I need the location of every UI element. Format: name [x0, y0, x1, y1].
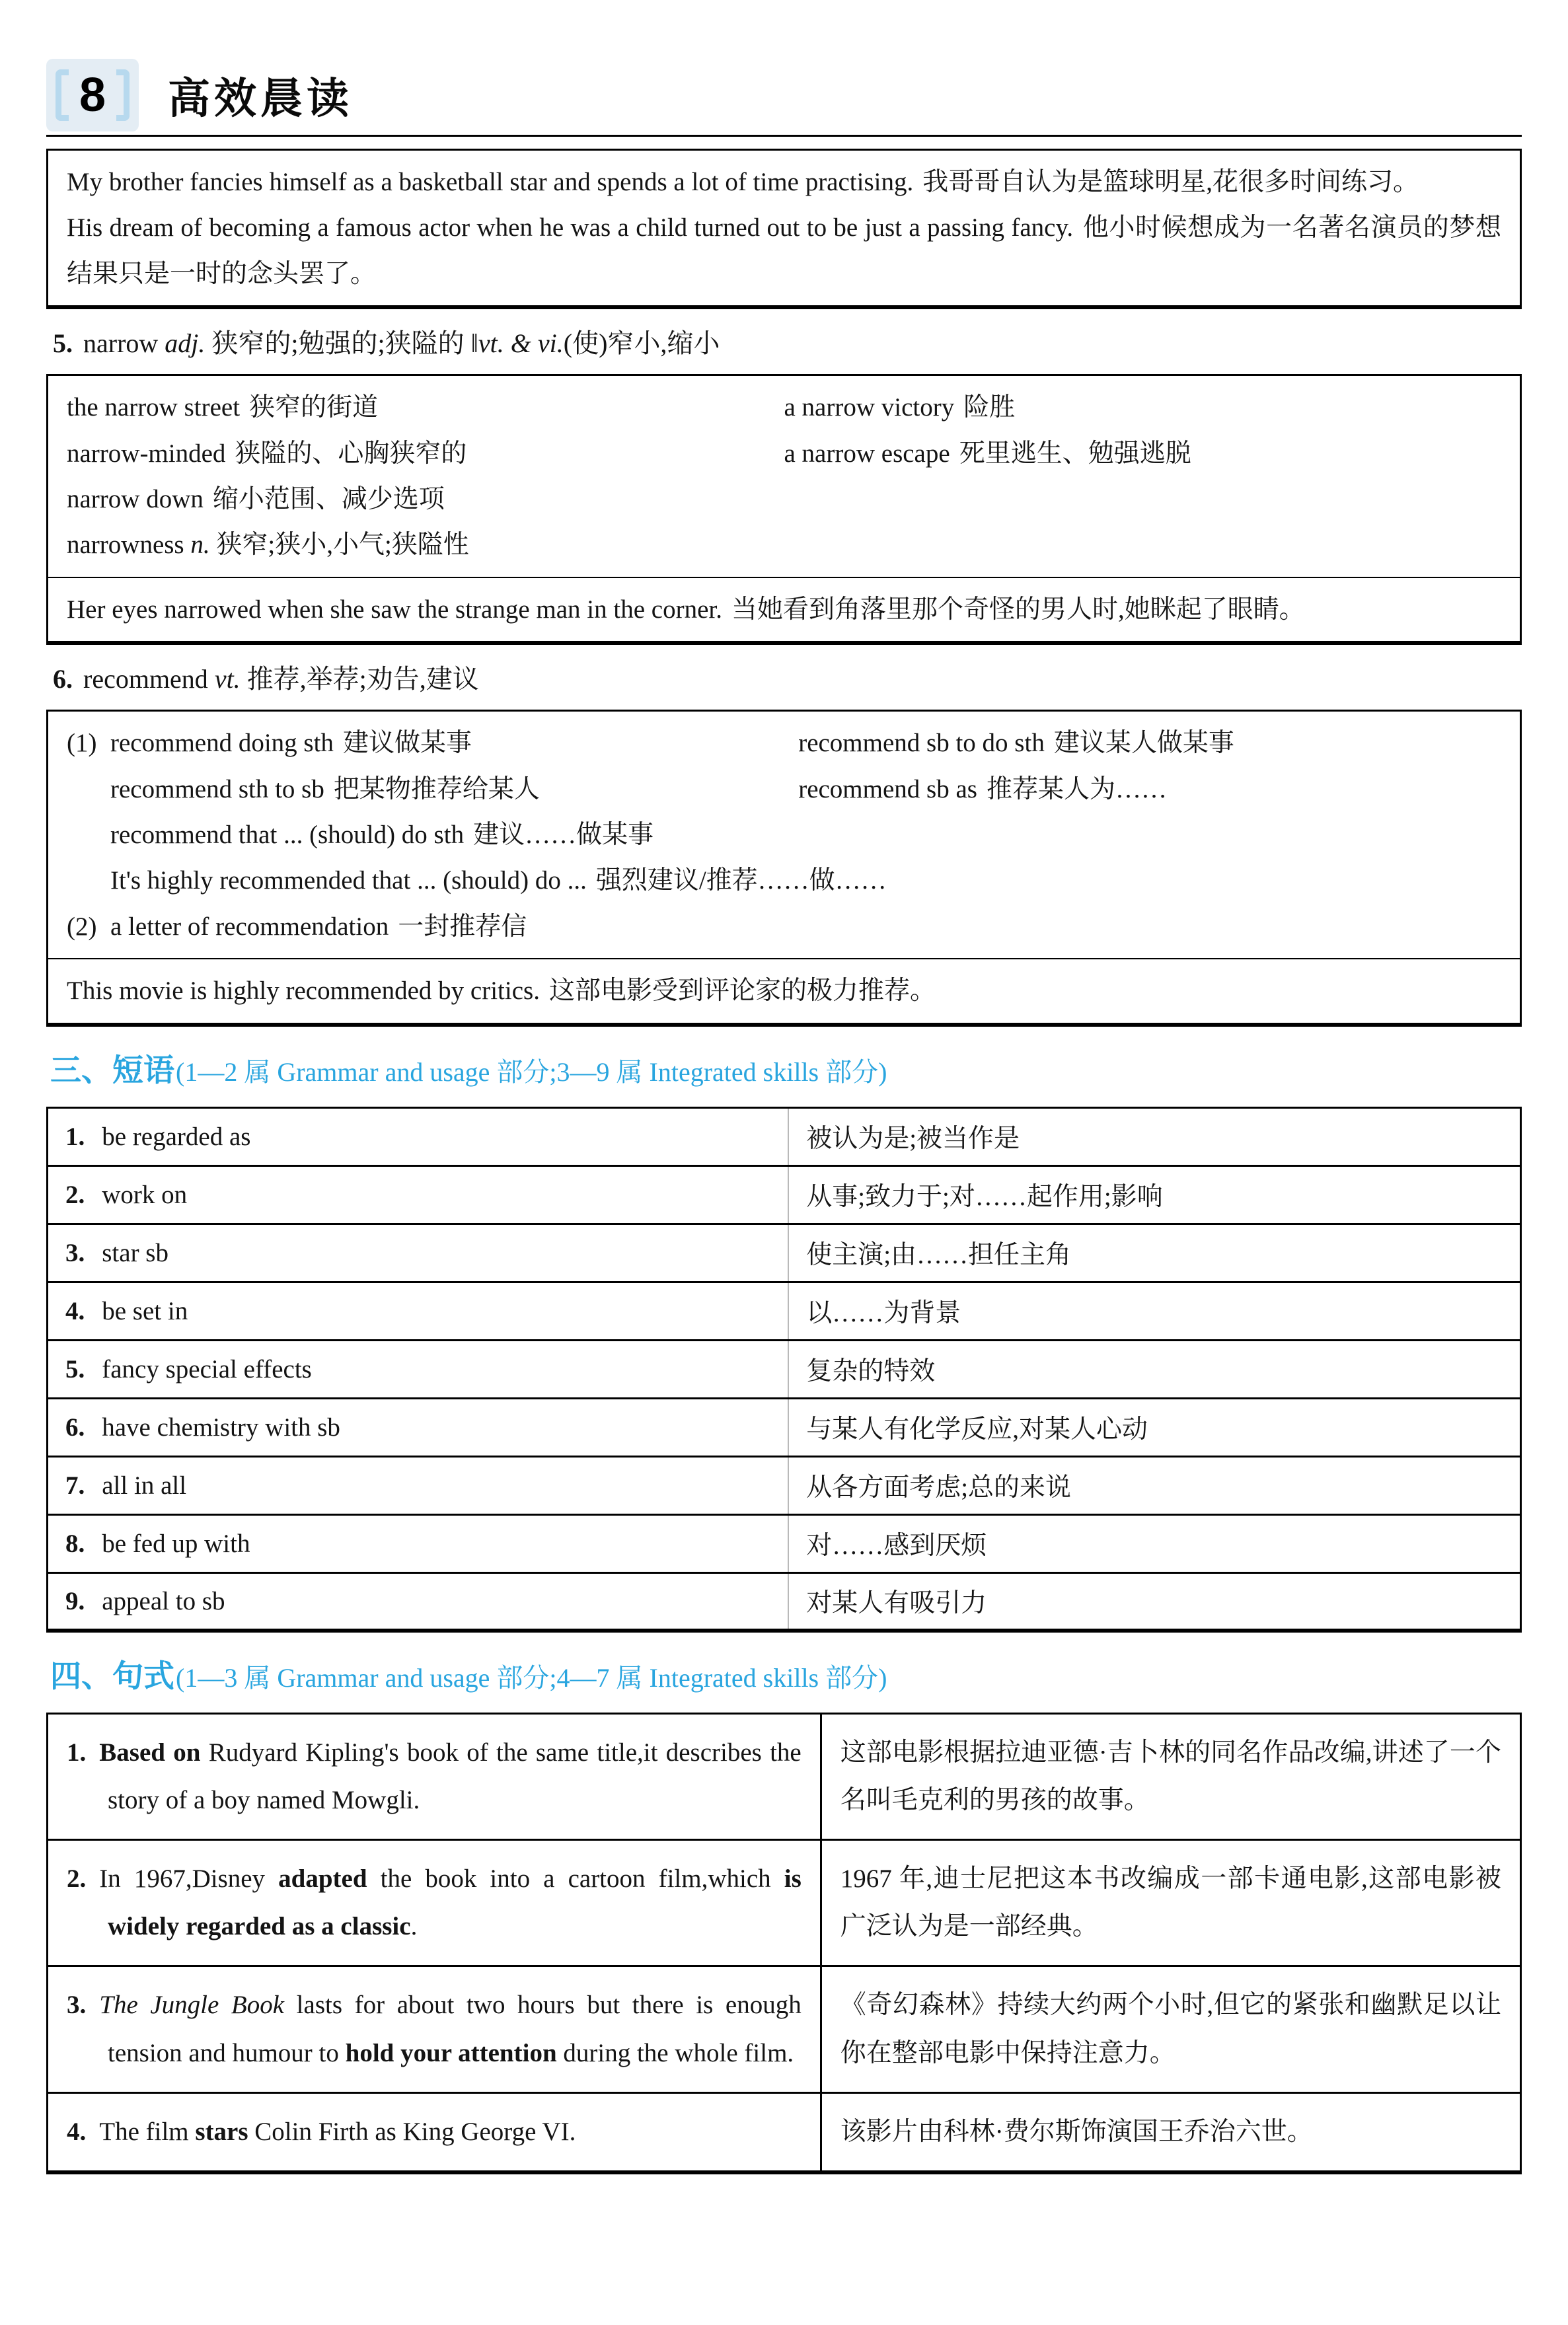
table-row [48, 1107, 1521, 1165]
page-number-badge [46, 59, 139, 131]
narrow-phrase-list [48, 376, 1520, 577]
phrase-zh-cell: 复杂的特效 [788, 1340, 1520, 1398]
phrase-en-cell: 1. be regarded as [48, 1107, 789, 1165]
entry-number: 6. [53, 664, 73, 694]
phrase-en-cell: 6. have chemistry with sb [48, 1398, 789, 1456]
table-row [48, 1282, 1521, 1340]
table-row [48, 1840, 1521, 1966]
phrase-en-cell: 9. appeal to sb [48, 1572, 789, 1631]
sentence-en-cell: 2. In 1967,Disney adapted the book into a cartoon film,which is widely regarded as a classic. [48, 1840, 821, 1966]
sentence-zh-cell: 该影片由科林·费尔斯饰演国王乔治六世。 [821, 2092, 1520, 2172]
sentence-en-cell: 3. The Jungle Book lasts for about two hours but there is enough tension and humour to hold your attention during the whole film. [48, 1966, 821, 2092]
example-sentence [67, 159, 1501, 205]
table-row [48, 1340, 1521, 1398]
fancy-example-box [46, 149, 1522, 309]
phrase-en-cell: 5. fancy special effects [48, 1340, 789, 1398]
left-bracket-icon [56, 69, 69, 121]
sentences-table [46, 1713, 1522, 2174]
entry-heading-narrow [53, 325, 1522, 362]
table-row [48, 1165, 1521, 1224]
example-sentence [67, 205, 1501, 297]
page-number: 8 [79, 69, 106, 122]
phrase-zh-cell: 对……感到厌烦 [788, 1514, 1520, 1572]
page-header [46, 58, 1522, 132]
phrase-line: narrow-minded 狭隘的、心胸狭窄的 [67, 439, 467, 468]
phrase-en-cell: 3. star sb [48, 1224, 789, 1282]
recommend-phrases-box [46, 710, 1522, 1026]
fancy-example-section [48, 151, 1520, 305]
sentence-zh-cell: 这部电影根据拉迪亚德·吉卜林的同名作品改编,讲述了一个名叫毛克利的男孩的故事。 [821, 1713, 1520, 1839]
table-row [48, 1966, 1521, 2092]
phrase-en-cell: 8. be fed up with [48, 1514, 789, 1572]
table-row [48, 1398, 1521, 1456]
section-title: 三、短语 [50, 1052, 174, 1088]
section-title: 四、句式 [50, 1658, 174, 1694]
sentence-en: My brother fancies himself as a basketball star and spends a lot of time practising. [67, 168, 914, 196]
phrase-line: recommend sth to sb 把某物推荐给某人 recommend sb as 推荐某人为…… [110, 774, 1167, 803]
phrase-line: narrowness n. 狭窄;狭小,小气;狭隘性 [67, 531, 469, 560]
entry-number: 5. [53, 328, 73, 359]
entry-definition: narrow adj. 狭窄的;勉强的;狭隘的 ‖vt. & vi.(使)窄小,缩小 [83, 328, 720, 359]
section-subtitle: (1—3 属 Grammar and usage 部分;4—7 属 Integrated skills 部分) [176, 1663, 887, 1693]
narrow-example-section [48, 577, 1520, 641]
recommend-example-section [48, 958, 1520, 1022]
header-divider [46, 135, 1522, 137]
table-row [48, 2092, 1521, 2172]
phrase-line: It's highly recommended that ... (should) do ... 强烈建议/推荐……做…… [110, 866, 887, 895]
table-row [48, 1456, 1521, 1514]
phrase-line: (2) a letter of recommendation 一封推荐信 [67, 912, 527, 941]
page-title: 高效晨读 [168, 75, 353, 122]
example-sentence: This movie is highly recommended by critics. 这部电影受到评论家的极力推荐。 [67, 977, 936, 1006]
phrase-en-cell: 7. all in all [48, 1456, 789, 1514]
phrase-line: narrow down 缩小范围、减少选项 [67, 485, 445, 514]
narrow-phrases-box [46, 374, 1522, 645]
sentence-zh-cell: 1967 年,迪士尼把这本书改编成一部卡通电影,这部电影被广泛认为是一部经典。 [821, 1840, 1520, 1966]
table-row [48, 1514, 1521, 1572]
table-row [48, 1224, 1521, 1282]
section-heading-phrases [50, 1047, 1522, 1095]
sentence-zh-cell: 《奇幻森林》持续大约两个小时,但它的紧张和幽默足以让你在整部电影中保持注意力。 [821, 1966, 1520, 2092]
sentence-en-cell: 4. The film stars Colin Firth as King George VI. [48, 2092, 821, 2172]
example-sentence: Her eyes narrowed when she saw the strange man in the corner. 当她看到角落里那个奇怪的男人时,她眯起了眼睛。 [67, 595, 1305, 624]
entry-definition: recommend vt. 推荐,举荐;劝告,建议 [83, 664, 479, 694]
sentence-en-cell: 1. Based on Rudyard Kipling's book of the same title,it describes the story of a boy named Mowgli. [48, 1713, 821, 1839]
table-row [48, 1572, 1521, 1631]
section-heading-sentences [50, 1652, 1522, 1701]
phrases-table [46, 1107, 1522, 1633]
phrase-zh-cell: 从事;致力于;对……起作用;影响 [788, 1165, 1520, 1224]
phrase-line: a narrow victory 险胜 [784, 393, 1016, 422]
phrase-en-cell: 2. work on [48, 1165, 789, 1224]
sentence-en: His dream of becoming a famous actor when he was a child turned out to be just a passing fancy. [67, 213, 1074, 242]
phrase-column-right [784, 385, 1502, 568]
table-row [48, 1713, 1521, 1839]
phrase-zh-cell: 使主演;由……担任主角 [788, 1224, 1520, 1282]
phrase-zh-cell: 对某人有吸引力 [788, 1572, 1520, 1631]
section-subtitle: (1—2 属 Grammar and usage 部分;3—9 属 Integrated skills 部分) [176, 1056, 887, 1087]
phrase-zh-cell: 与某人有化学反应,对某人心动 [788, 1398, 1520, 1456]
right-bracket-icon [116, 69, 130, 121]
phrase-en-cell: 4. be set in [48, 1282, 789, 1340]
recommend-phrase-list [48, 712, 1520, 958]
entry-heading-recommend [53, 661, 1522, 698]
sentence-zh: 我哥哥自认为是篮球明星,花很多时间练习。 [922, 168, 1419, 196]
phrase-line: a narrow escape 死里逃生、勉强逃脱 [784, 439, 1191, 468]
phrase-zh-cell: 从各方面考虑;总的来说 [788, 1456, 1520, 1514]
phrase-line: (1) recommend doing sth 建议做某事 recommend sb to do sth 建议某人做某事 [67, 729, 1234, 758]
phrase-line: the narrow street 狭窄的街道 [67, 393, 379, 422]
sentence-zh: 他小时候想成为一名著名演员的梦想结果只是一时的念头罢了。 [67, 213, 1501, 288]
phrase-zh-cell: 以……为背景 [788, 1282, 1520, 1340]
phrase-line: recommend that ... (should) do sth 建议……做某事 [110, 821, 654, 850]
phrase-zh-cell: 被认为是;被当作是 [806, 1125, 1020, 1154]
phrase-column-left [67, 385, 784, 568]
